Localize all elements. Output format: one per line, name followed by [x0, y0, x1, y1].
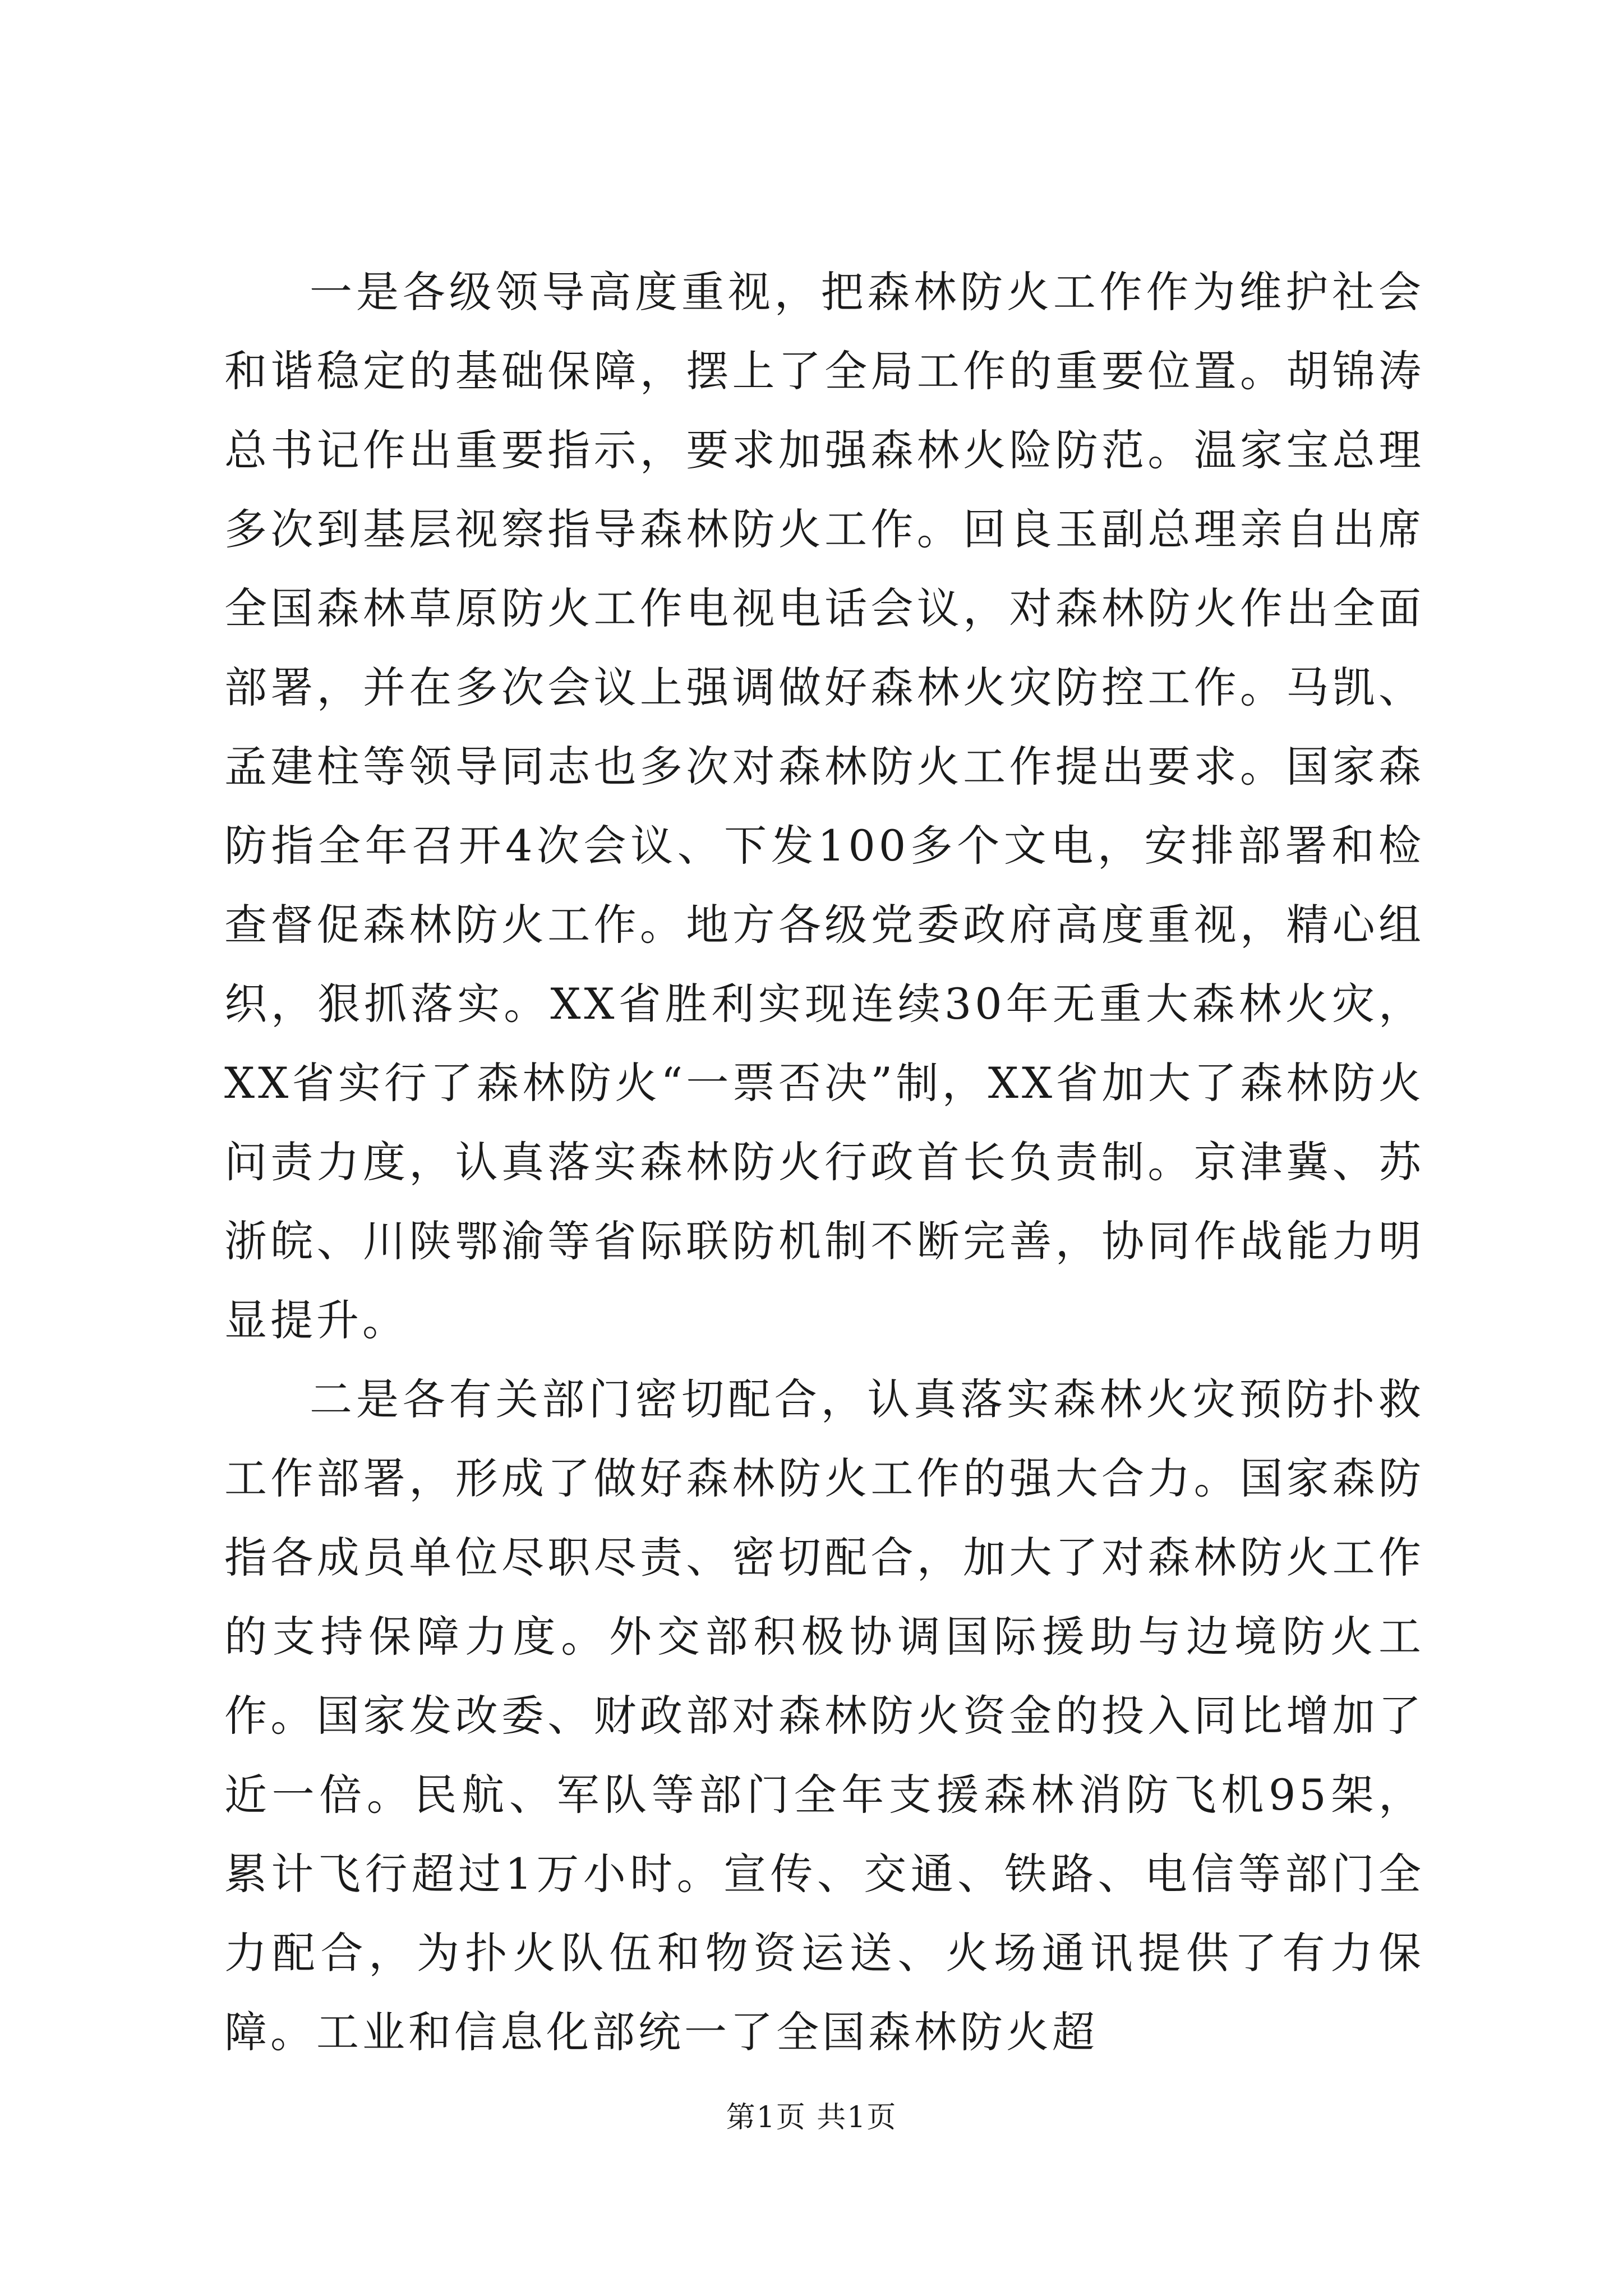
paragraph-leadership: 一是各级领导高度重视，把森林防火工作作为维护社会和谐稳定的基础保障，摆上了全局工作的重要位置。胡锦涛总书记作出重要指示，要求加强森林火险防范。温家宝总理多次到基层视察指导森林防火工作。回良玉副总理亲自出席全国森林草原防火工作电视电话会议，对森林防火作出全面部署，并在多次会议上强调做好森林火灾防控工作。马凯、孟建柱等领导同志也多次对森林防火工作提出要求。国家森防指全年召开4次会议、下发100多个文电，安排部署和检查督促森林防火工作。地方各级党委政府高度重视，精心组织，狠抓落实。XX省胜利实现连续30年无重大森林火灾，XX省实行了森林防火“一票否决”制，XX省加大了森林防火问责力度，认真落实森林防火行政首长负责制。京津冀、苏浙皖、川陕鄂渝等省际联防机制不断完善，协同作战能力明显提升。: [224, 267, 1424, 1345]
page-footer: 第1页 共1页: [726, 2101, 897, 2134]
document-body: [224, 252, 1424, 2072]
paragraph-departments: 二是各有关部门密切配合，认真落实森林火灾预防扑救工作部署，形成了做好森林防火工作的强大合力。国家森防指各成员单位尽职尽责、密切配合，加大了对森林防火工作的支持保障力度。外交部积极协调国际援助与边境防火工作。国家发改委、财政部对森林防火资金的投入同比增加了近一倍。民航、军队等部门全年支援森林消防飞机95架，累计飞行超过1万小时。宣传、交通、铁路、电信等部门全力配合，为扑火队伍和物资运送、火场通讯提供了有力保障。工业和信息化部统一了全国森林防火超: [224, 1374, 1424, 2057]
